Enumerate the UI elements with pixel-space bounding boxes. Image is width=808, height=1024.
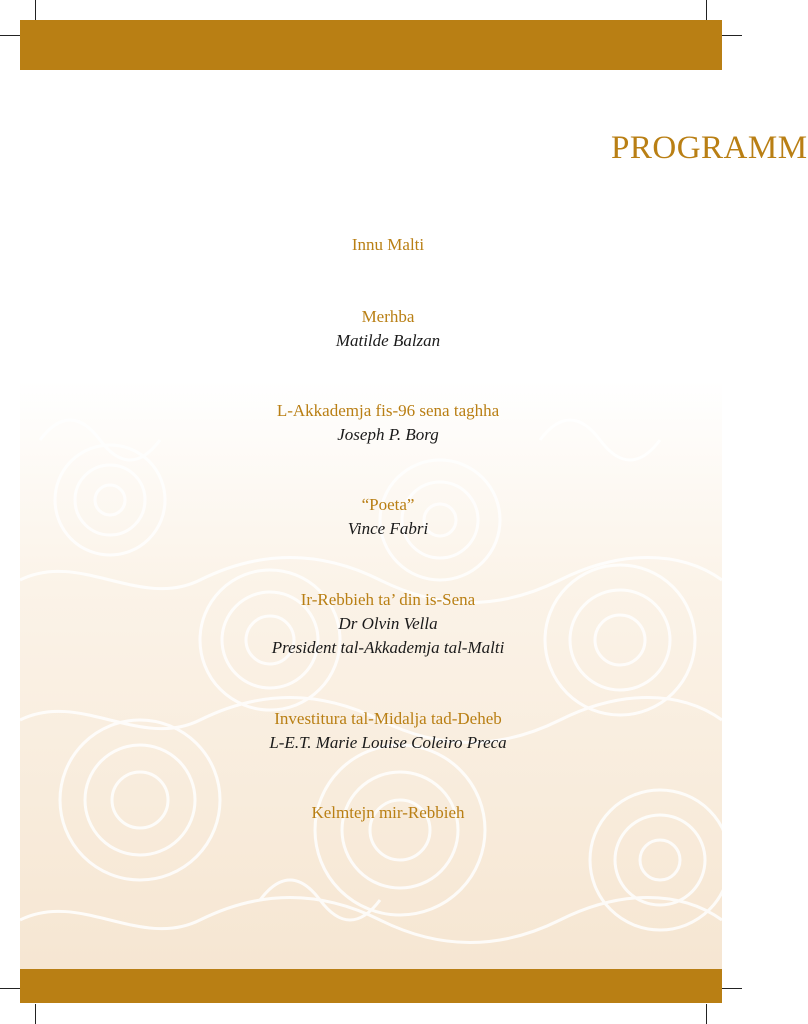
program-item-title: Ir-Rebbieh ta’ din is-Sena — [300, 590, 476, 609]
program-item-speaker: Matilde Balzan — [335, 331, 441, 350]
crop-mark — [35, 1004, 36, 1024]
program-item-speaker-role: President tal-Akkademja tal-Malti — [271, 638, 505, 657]
program-item — [0, 305, 776, 353]
program-item — [0, 707, 776, 755]
program-item-speaker: Dr Olvin Vella — [338, 614, 438, 633]
bottom-band — [20, 969, 722, 1003]
program-item-title: Investitura tal-Midalja tad-Deheb — [274, 709, 502, 728]
program-item — [0, 588, 776, 660]
crop-mark — [706, 0, 707, 20]
program-item-speaker: Vince Fabri — [347, 519, 429, 538]
lace-pattern-image — [20, 380, 722, 970]
program-item-title: L-Akkademja fis-96 sena taghha — [276, 401, 500, 420]
program-item — [0, 801, 776, 825]
program-item-title: Kelmtejn mir-Rebbieh — [311, 803, 465, 822]
program-item-title: Innu Malti — [351, 235, 425, 254]
program-item — [0, 399, 776, 447]
program-item-title: Merhba — [361, 307, 415, 326]
program-item-speaker: Joseph P. Borg — [337, 425, 439, 444]
crop-mark — [0, 988, 20, 989]
program-item-speaker: L-E.T. Marie Louise Coleiro Preca — [269, 733, 507, 752]
crop-mark — [35, 0, 36, 20]
crop-mark — [722, 988, 742, 989]
page-heading: PROGRAMM — [611, 130, 808, 166]
crop-mark — [0, 35, 20, 36]
program-item — [0, 493, 776, 541]
lace-background — [20, 380, 722, 970]
crop-mark — [722, 35, 742, 36]
top-band — [20, 20, 722, 70]
crop-mark — [706, 1004, 707, 1024]
program-item — [0, 233, 776, 257]
program-item-title: “Poeta” — [361, 495, 415, 514]
